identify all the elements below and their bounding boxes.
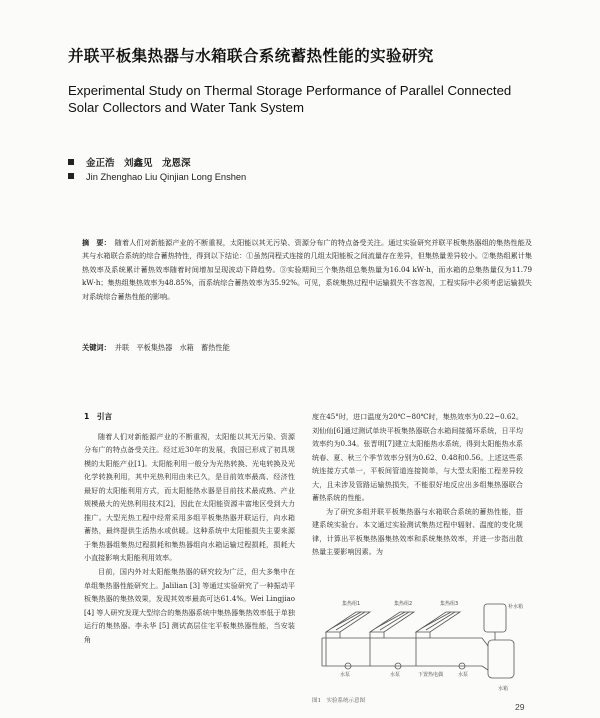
figure-label: 水泵 — [390, 672, 401, 678]
collector-panel — [416, 612, 460, 632]
figure-caption: 图1 实验系统示意图 — [312, 698, 365, 704]
section-heading: 1 引言 — [84, 412, 113, 421]
collector-panel — [326, 612, 370, 632]
figure-label: 下置热电偶 — [418, 672, 444, 678]
authors-cn: 金正浩 刘鑫见 龙恩深 — [68, 155, 191, 169]
collector-panel — [370, 612, 414, 632]
paragraph: 随着人们对新能源产业的不断重视，太阳能以其无污染、资源分布广的特点备受关注。经过近30年的发展，我国已形成了初具规模的太阳能产业[1]。太阳能利用一般分为光热转换、光电转换及光化学转换利用，其中光热利用由来已久，是目前效率最高、经济性最好的太阳能利用方式，而太阳能热水器是目前技术最成熟、产业规模最大的光热利用技术[2]，因此在太阳能资源丰富地区受到大力推广。大型光热工程中经常采用多组平板集热器并联运行，向水箱蓄热，最终提供生活热水或供暖。这种系统中太阳能损失主要来源于集热器组集热过程损耗和集热器组向水箱运输过程损耗，损耗大小直接影响太阳能利用效率。 — [84, 431, 295, 563]
figure-label: 集热组3 — [440, 601, 459, 607]
bullet-square-icon — [68, 159, 74, 165]
figure-label: 补水箱 — [508, 604, 524, 610]
figure-label: 集热组2 — [394, 601, 413, 607]
figure-label: 水泵 — [458, 672, 469, 678]
title-cn: 并联平板集热器与水箱联合系统蓄热性能的实验研究 — [68, 47, 434, 65]
system-diagram-figure — [312, 594, 528, 706]
paragraph: 为了研究多组并联平板集热器与水箱联合系统的蓄热性能，搭建系统实验台。本文通过实验测试集热过程中辐射、温度的变化规律，计算出平板集热器集热效率和系统集热效率，并进一步指出散热量主要影响因素。为 — [312, 506, 523, 557]
keywords-label: 关键词： — [82, 343, 111, 352]
keywords — [82, 343, 532, 353]
figure-label: 集热组1 — [342, 601, 361, 607]
authors-en: Jin Zhenghao Liu Qinjian Long Enshen — [68, 172, 246, 182]
keywords-text: 并联 平板集热器 水箱 蓄热性能 — [114, 343, 230, 352]
paragraph: 目前，国内外对太阳能集热器的研究较为广泛，但大多集中在单组集热器性能研究上。Jalilian [3] 等通过实验研究了一种振动平板集热器的集热效果，发现其效率最高可达61.4%。Wei Lingjiao [4] 等人研究发现大型综合的集热器系统中集热器集热效率低于单独运行的集热器。李永华 [5] 测试高层住宅平板集热器性能，当安装角 — [84, 567, 295, 644]
makeup-water-tank — [484, 604, 506, 632]
title-en: Experimental Study on Thermal Storage Performance of Parallel Connected Solar Collectors and Water Tank System — [68, 83, 512, 115]
abstract-text: 随着人们对新能源产业的不断重视，太阳能以其无污染、资源分布广的特点备受关注。通过实验研究并联平板集热器组的集热性能及其与水箱联合系统的综合蓄热特性，得到以下结论：①虽然同程式连接的几组太阳能板之间流量存在差异，但集热量差异较小。②集热组累计集热效率及系统累计蓄热效率随着时间增加呈现波动下降趋势。③实验期间三个集热组总集热量为16.04 kW·h，而水箱的总集热量仅为11.79 kW·h；集热组集热效率为48.85%，而系统综合蓄热效率为35.92%。可见，系统集热过程中运输损失不容忽视，工程实际中必须考虑运输损失对系统综合蓄热性能的影响。 — [82, 238, 532, 301]
figure-label: 水箱 — [498, 686, 509, 692]
water-tank — [488, 640, 514, 678]
bullet-square-icon — [68, 173, 74, 179]
page-number: 29 — [515, 702, 525, 712]
body-column-left — [84, 410, 295, 646]
abstract — [82, 236, 532, 303]
body-column-right — [312, 410, 523, 559]
paragraph: 度在45°时，进口温度为20℃~80℃时，集热效率为0.22~0.62。刘仙仙[6]通过测试单块平板集热器联合水箱间接循环系统，日平均效率约为0.34。张晋明[7]建立太阳能热水系统，得到太阳能热水系统春、夏、秋三个季节效率分别为0.62、0.48和0.56。上述这些系统连接方式单一，平板间管道连接简单，与大型太阳能工程差异较大，且未涉及管路运输热损失，不能很好地反应出多组集热器联合蓄热系统的性能。 — [312, 412, 523, 503]
abstract-label: 摘 要： — [82, 238, 111, 247]
figure-label: 水泵 — [340, 672, 351, 678]
